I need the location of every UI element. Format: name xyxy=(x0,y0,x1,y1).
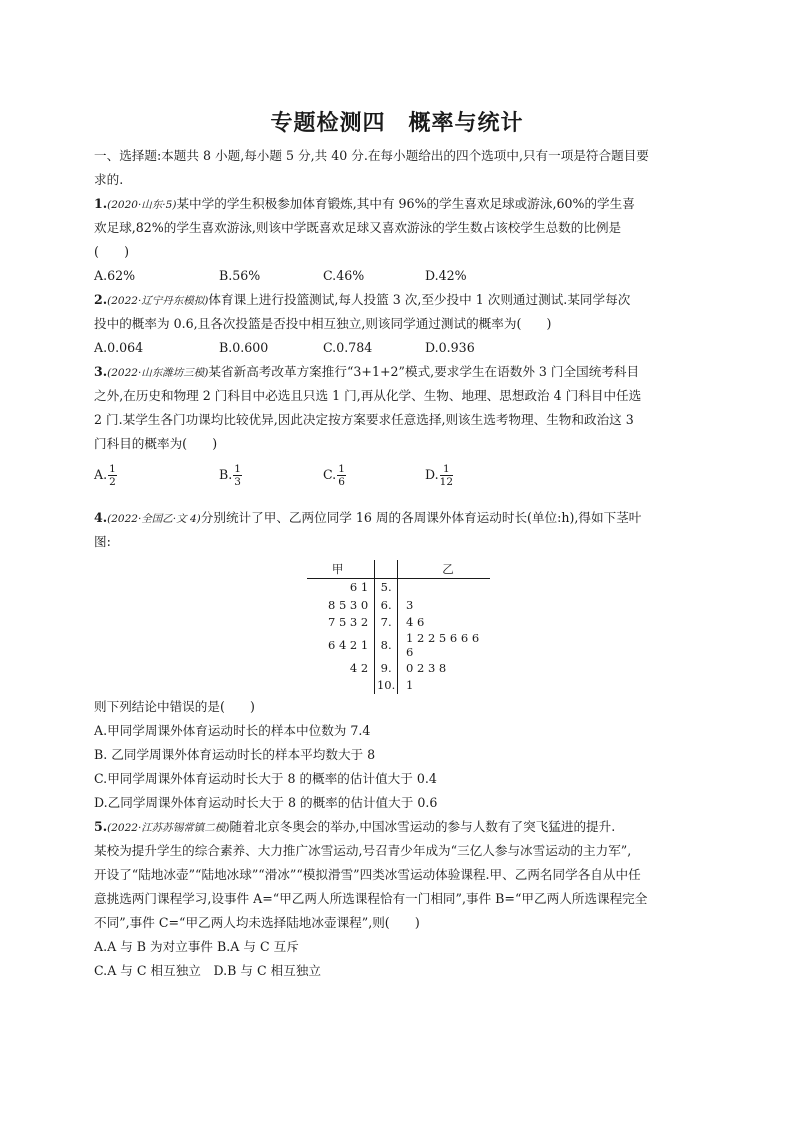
stem-leaf-row xyxy=(307,578,490,596)
q5-source: (2022·江苏苏锡常镇二模) xyxy=(107,822,230,834)
stem-leaf-row xyxy=(307,677,490,695)
q1-number: 1. xyxy=(94,196,108,211)
stem-value: 5. xyxy=(375,578,398,596)
q2-option-b[interactable]: B.0.600 xyxy=(219,340,269,355)
q1-line1 xyxy=(94,196,635,213)
fraction xyxy=(337,463,346,488)
q4-choice-d[interactable]: D.乙同学周课外体育运动时长大于 8 的概率的估计值大于 0.6 xyxy=(94,795,438,810)
right-leaves: 3 xyxy=(406,597,414,612)
stem-leaf-row xyxy=(307,614,490,632)
fraction-denominator: 3 xyxy=(234,476,241,488)
stem-leaf-plot xyxy=(307,560,490,693)
fraction-numerator: 1 xyxy=(234,463,241,475)
stem-leaf-left-header: 甲 xyxy=(307,560,375,578)
q3-option-c[interactable] xyxy=(323,463,346,488)
q2-option-a[interactable]: A.0.064 xyxy=(94,340,144,355)
stem-value: 7. xyxy=(375,614,398,632)
right-leaves xyxy=(398,578,490,596)
q3-text: 某省新高考改革方案推行“3+1+2”模式,要求学生在语数外 3 门全国统考科目 xyxy=(208,364,640,379)
stem-value: 6. xyxy=(375,596,398,614)
q3-option-d[interactable] xyxy=(425,463,453,488)
stem-leaf-row xyxy=(307,596,490,614)
fraction xyxy=(440,463,453,488)
right-leaves: 0 2 3 8 xyxy=(406,660,447,675)
q5-line3: 开设了“陆地冰壶”“陆地冰球”“滑冰”“模拟滑雪”四类冰雪运动体验课程.甲、乙两名同学各自从中任 xyxy=(94,867,641,882)
q4-choice-b[interactable]: B. 乙同学周课外体育运动时长的样本平均数大于 8 xyxy=(94,747,376,762)
fraction-numerator: 1 xyxy=(440,463,453,476)
stem-leaf-header xyxy=(307,560,490,578)
q1-option-a[interactable]: A.62% xyxy=(94,268,136,283)
q4-line1 xyxy=(94,510,641,527)
q4-line2: 图: xyxy=(94,534,111,549)
right-leaves: 1 xyxy=(406,678,414,693)
q1-option-d[interactable]: D.42% xyxy=(425,268,467,283)
left-leaves: 8 5 3 0 xyxy=(327,597,369,612)
left-leaves: 6 4 2 1 xyxy=(327,638,369,652)
fraction xyxy=(233,463,242,488)
left-leaves: 6 1 xyxy=(349,580,369,595)
q3-option-a-letter: A. xyxy=(94,467,108,482)
q1-option-b[interactable]: B.56% xyxy=(219,268,261,283)
left-leaves: 4 2 xyxy=(349,660,369,675)
q3-line2: 之外,在历史和物理 2 门科目中必选且只选 1 门,再从化学、生物、地理、思想政治 4 门科目中任选 xyxy=(94,388,642,403)
q4-choice-c[interactable]: C.甲同学周课外体育运动时长大于 8 的概率的估计值大于 0.4 xyxy=(94,771,437,786)
right-leaves: 1 2 2 5 6 6 6 6 xyxy=(406,631,480,659)
left-leaves: 7 5 3 2 xyxy=(327,615,369,630)
q5-text: 随着北京冬奥会的举办,中国冰雪运动的参与人数有了突飞猛进的提升. xyxy=(229,819,616,834)
q2-line1 xyxy=(94,292,630,309)
q3-option-b-letter: B. xyxy=(219,467,233,482)
q3-option-b[interactable] xyxy=(219,463,242,488)
q5-choices-cd[interactable]: C.A 与 C 相互独立 D.B 与 C 相互独立 xyxy=(94,963,322,978)
right-leaves: 4 6 xyxy=(406,615,425,630)
page-title: 专题检测四 概率与统计 xyxy=(270,111,524,136)
q2-source: (2022·辽宁丹东模拟) xyxy=(107,295,209,307)
q2-text: 体育课上进行投篮测试,每人投篮 3 次,至少投中 1 次则通过测试.某同学每次 xyxy=(208,292,631,307)
q2-number: 2. xyxy=(94,292,108,307)
q4-source: (2022·全国乙·文 4) xyxy=(107,513,201,525)
stem-leaf-row xyxy=(307,659,490,677)
stem-value: 8. xyxy=(375,631,398,659)
q5-number: 5. xyxy=(94,819,108,834)
stem-leaf-right-header: 乙 xyxy=(398,560,490,578)
fraction-numerator: 1 xyxy=(338,463,345,475)
q5-choices-ab[interactable]: A.A 与 B 为对立事件 B.A 与 C 互斥 xyxy=(94,939,299,954)
q1-text: 某中学的学生积极参加体育锻炼,其中有 96%的学生喜欢足球或游泳,60%的学生喜 xyxy=(176,196,635,211)
q3-line1 xyxy=(94,364,639,381)
q5-line1 xyxy=(94,819,615,836)
q3-number: 3. xyxy=(94,364,108,379)
q3-option-a[interactable] xyxy=(94,463,117,488)
q4-number: 4. xyxy=(94,510,108,525)
stem-leaf-stem-header xyxy=(375,560,398,578)
q3-option-d-letter: D. xyxy=(425,467,439,482)
section-instructions-line1: 一、选择题:本题共 8 小题,每小题 5 分,共 40 分.在每小题给出的四个选项中,只有一项是符合题目要 xyxy=(94,148,649,163)
q4-choice-a[interactable]: A.甲同学周课外体育运动时长的样本中位数为 7.4 xyxy=(94,723,371,738)
q3-line3: 2 门.某学生各门功课均比较优异,因此决定按方案要求任意选择,则该生选考物理、生物和政治这 3 xyxy=(94,412,634,427)
fraction-denominator: 6 xyxy=(338,476,345,488)
q1-line3: ( ) xyxy=(94,244,130,259)
stem-value: 10. xyxy=(375,677,398,695)
stem-leaf-table xyxy=(307,560,490,694)
q2-line2: 投中的概率为 0.6,且各次投篮是否投中相互独立,则该同学通过测试的概率为( ) xyxy=(94,316,552,331)
fraction-denominator: 2 xyxy=(109,476,116,488)
stem-leaf-row xyxy=(307,631,490,659)
stem-value: 9. xyxy=(375,659,398,677)
q5-line5: 不同”,事件 C=“甲乙两人均未选择陆地冰壶课程”,则( ) xyxy=(94,915,420,930)
q2-option-c[interactable]: C.0.784 xyxy=(323,340,373,355)
q5-line4: 意挑选两门课程学习,设事件 A=“甲乙两人所选课程恰有一门相同”,事件 B=“甲乙两人所选课程完全 xyxy=(94,891,648,906)
q2-option-d[interactable]: D.0.936 xyxy=(425,340,475,355)
q4-text: 分别统计了甲、乙两位同学 16 周的各周课外体育运动时长(单位:h),得如下茎叶 xyxy=(200,510,642,525)
section-instructions-line2: 求的. xyxy=(94,172,124,187)
q4-prompt: 则下列结论中错误的是( ) xyxy=(94,699,255,714)
q1-line2: 欢足球,82%的学生喜欢游泳,则该中学既喜欢足球又喜欢游泳的学生数占该校学生总数的比例是 xyxy=(94,220,622,235)
q5-line2: 某校为提升学生的综合素养、大力推广冰雪运动,号召青少年成为“三亿人参与冰雪运动的主力军”, xyxy=(94,843,632,858)
q1-source: (2020·山东·5) xyxy=(107,199,177,211)
q3-line4: 门科目的概率为( ) xyxy=(94,436,218,451)
q3-option-c-letter: C. xyxy=(323,467,337,482)
fraction xyxy=(108,463,117,488)
fraction-numerator: 1 xyxy=(109,463,116,475)
fraction-denominator: 12 xyxy=(439,476,454,488)
q1-option-c[interactable]: C.46% xyxy=(323,268,365,283)
left-leaves xyxy=(307,677,375,695)
q3-source: (2022·山东潍坊三模) xyxy=(107,367,209,379)
